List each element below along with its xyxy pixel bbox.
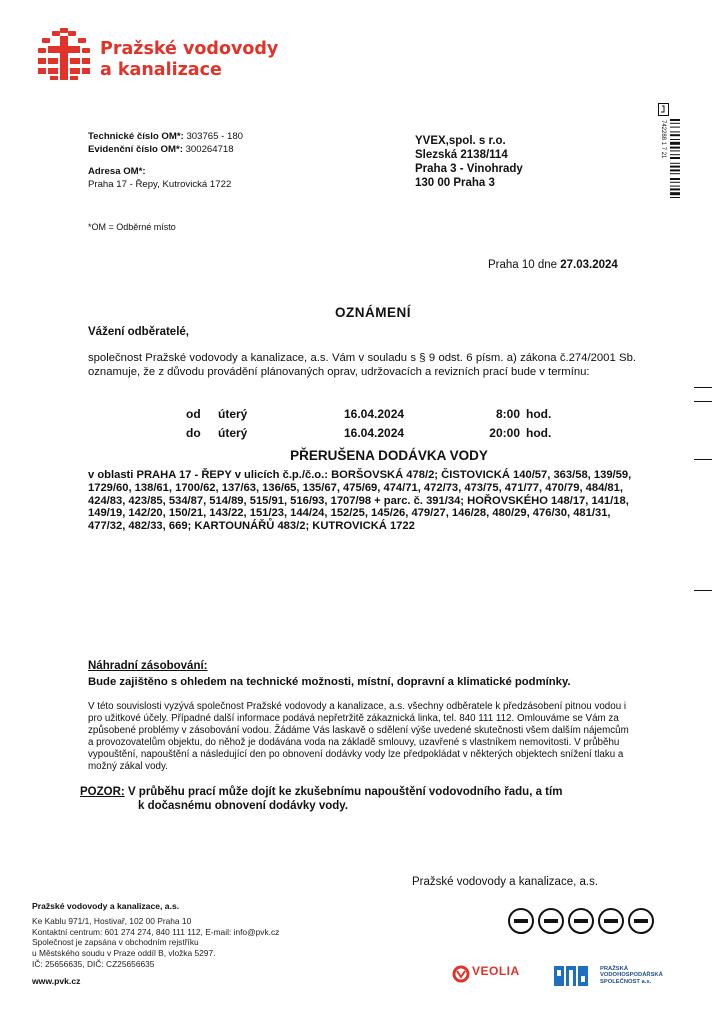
schedule-date: 16.04.2024 <box>344 407 405 421</box>
pvs-line-1: PRAŽSKÁ <box>600 966 629 972</box>
barcode-number: 742288 1 7 21 <box>660 120 666 159</box>
footer-address: Ke Kablu 971/1, Hostivař, 102 00 Praha 10 <box>32 916 192 926</box>
intro-paragraph: společnost Pražské vodovody a kanalizace, a.s. Vám v souladu s § 9 odst. 6 písm. a) zákona č.274/2001 Sb. oznamuje, že z důvodu provádění plánovaných oprav, udržovacích a revizních prací bude v termínu: <box>88 352 636 378</box>
fold-mark <box>694 590 712 591</box>
schedule-time: 8:00 <box>495 407 520 421</box>
footer-contact: Kontaktní centrum: 601 274 274, 840 111 112, E-mail: info@pvk.cz <box>32 926 280 937</box>
logo-line-1: Pražské vodovody <box>100 39 279 59</box>
tech-number-label: Technické číslo OM*: <box>88 131 184 142</box>
pvs-line-3: SPOLEČNOST a.s. <box>600 978 652 985</box>
affected-streets: v oblasti PRAHA 17 - ŘEPY v ulicích č.p./č.o.: BORŠOVSKÁ 478/2; ČISTOVICKÁ 140/57, 363/58, 139/59, 1729/60, 138/61, 1700/62, 137/63, 136/65, 135/67, 475/69, 474/71, 472/73, 473/75, 471/77, 470/79, 484/81, 424/83, 423/85, 534/87, 514/89, 515/91, 516/93, 1707/98 + parc. č. 391/34; HOŘOVSKÉHO 148/17, 141/18, 149/19, 142/20, 150/21, 143/22, 151/23, 144/24, 152/25, 145/26, 479/27, 146/28, 480/29, 476/30, 481/31, 477/32, 482/33, 669; KARTOUNÁŘŮ 483/2; KUTROVICKÁ 1722 <box>88 469 632 533</box>
schedule-date: 16.04.2024 <box>344 426 405 440</box>
veolia-logo-text: VEOLIA <box>472 964 520 978</box>
warning-block <box>80 785 640 813</box>
schedule-label: od <box>186 407 201 421</box>
footer-ids: IČ: 25656635, DIČ: CZ25656635 <box>32 958 155 969</box>
evid-number-value: 300264718 <box>185 144 234 155</box>
address-value: Praha 17 - Řepy, Kutrovická 1722 <box>88 179 232 190</box>
tech-number-value: 303765 - 180 <box>186 131 244 142</box>
evid-number-label: Evidenční číslo OM*: <box>88 144 183 155</box>
signature: Pražské vodovody a kanalizace, a.s. <box>412 876 599 888</box>
addressee-name: YVEX,spol. s r.o. <box>415 135 506 147</box>
addressee-block <box>415 134 523 190</box>
fold-mark <box>694 459 712 460</box>
warning-line-2: k dočasnému obnovení dodávky vody. <box>138 800 349 812</box>
letter-date <box>488 259 618 271</box>
footer-company: Pražské vodovody a kanalizace, a.s. <box>32 901 180 911</box>
replacement-heading: Náhradní zásobování: <box>88 660 208 672</box>
schedule-row-to <box>186 424 566 443</box>
title-text: OZNÁMENÍ <box>335 305 411 320</box>
footer-details <box>32 916 279 970</box>
addressee-street: Slezská 2138/114 <box>415 149 508 161</box>
warning-line-1: V průběhu prací může dojít ke zkušebnímu napouštění vodovodního řadu, a tím <box>127 786 563 798</box>
schedule-day: úterý <box>218 407 248 421</box>
warning-label: POZOR: <box>80 786 125 798</box>
date-value: 27.03.2024 <box>560 259 618 271</box>
footer-register-1: Společnost je zapsána v obchodním rejstříku <box>32 937 199 948</box>
schedule-unit: hod. <box>526 426 552 440</box>
info-paragraph: V této souvislosti vyzývá společnost Pražské vodovody a kanalizace, a.s. všechny odběratele k předzásobení pitnou vodou i pro užitkové účely. Případné další informace podává nepřetržitě zákaznická linka, tel. 840 111 112. Omlouváme se Vám za způsobené problémy v zásobování vodou. Žádáme Vás laskavě o sdělení výše uvedené skutečnosti všem dalším nájemcům a provozovatelům objektu, do něhož je dodávána voda na základě smlouvy, uzavřené s vlastníkem nemovitosti. V průběhu vypouštění, napouštění a následující den po obnovení dodávky vody lze předpokládat v některých objektech snížení tlaku a možný zákal vody. <box>88 701 629 772</box>
footer-register-2: u Městského soudu v Praze oddíl B, vložka 5297. <box>32 948 216 959</box>
pvs-line-2: VODOHOSPODÁŘSKÁ <box>600 972 663 979</box>
company-logo-text <box>100 39 278 81</box>
schedule-label: do <box>186 426 201 440</box>
outage-schedule <box>186 405 566 443</box>
logo-line-2: a kanalizace <box>100 60 222 80</box>
greeting: Vážení odběratelé, <box>88 326 189 338</box>
replacement-text: Bude zajištěno s ohledem na technické možnosti, místní, dopravní a klimatické podmínky. <box>88 676 571 688</box>
interruption-heading <box>0 448 726 463</box>
om-footnote: *OM = Odběrné místo <box>88 222 176 232</box>
addressee-district: Praha 3 - Vinohrady <box>415 163 523 175</box>
address-label: Adresa OM*: <box>88 166 146 177</box>
interruption-heading-text: PŘERUŠENA DODÁVKA VODY <box>290 448 488 463</box>
addressee-city: 130 00 Praha 3 <box>415 177 495 189</box>
document-title <box>0 305 726 320</box>
barcode-text <box>656 120 670 190</box>
pvs-logo-text <box>600 966 663 985</box>
schedule-row-from <box>186 405 566 424</box>
schedule-unit: hod. <box>526 407 552 421</box>
fold-mark <box>694 387 712 388</box>
certification-badges-icon <box>506 906 658 936</box>
schedule-day: úterý <box>218 426 248 440</box>
pvk-logo-icon <box>36 28 92 80</box>
date-prefix: Praha 10 dne <box>488 259 558 271</box>
schedule-time: 20:00 <box>489 426 520 440</box>
fold-mark <box>694 401 712 402</box>
footer-website: www.pvk.cz <box>32 976 81 986</box>
consumption-point-info <box>88 130 243 191</box>
